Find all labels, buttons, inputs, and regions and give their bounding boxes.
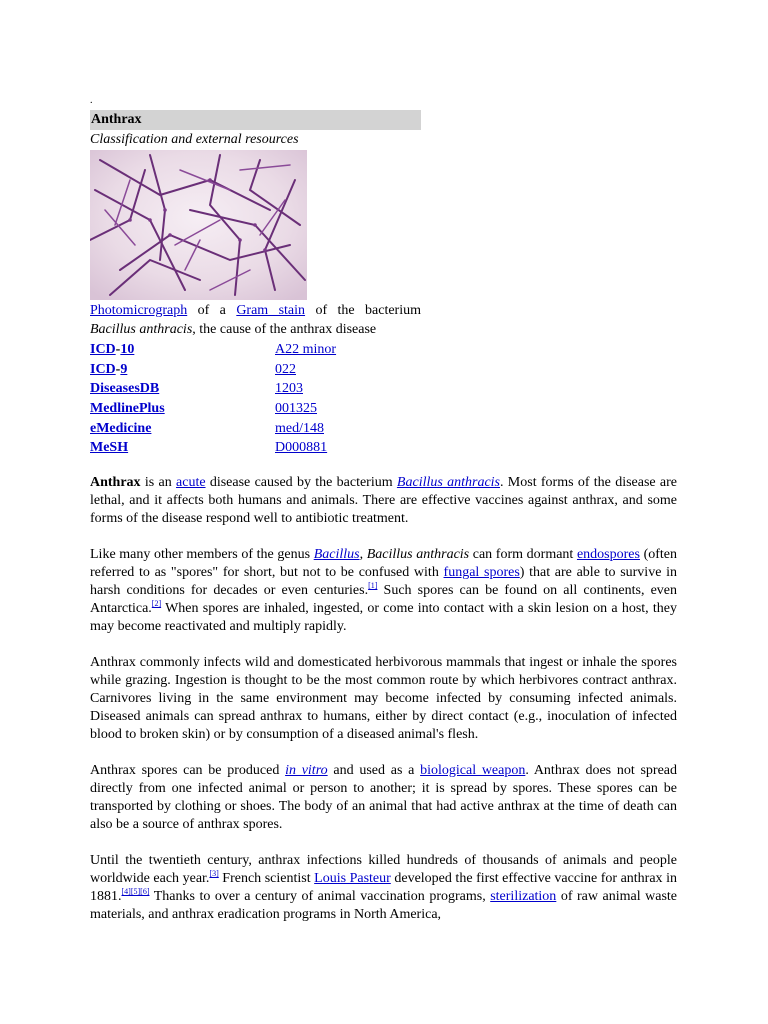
paragraph-spores: [90, 546, 677, 636]
article-subject: Anthrax: [90, 475, 141, 490]
reference-link[interactable]: [1]: [368, 581, 378, 590]
infobox-subtitle: Classification and external resources: [90, 132, 299, 147]
text: ) that are able to survive in harsh conditions for decades or even centuries.: [90, 565, 677, 598]
bacillus-genus-link[interactable]: [314, 547, 360, 562]
caption-text: , the cause of the anthrax disease: [192, 322, 377, 337]
row-value-link[interactable]: 001325: [275, 401, 317, 417]
gram-stain-link[interactable]: Gram stain: [236, 303, 306, 318]
paragraph-infection: Anthrax commonly infects wild and domesticated herbivorous mammals that ingest or inhale the spores while grazing. Ingestion is thought to be the most common route by which herbivores contract anthrax. Carnivores living in the same environment may become infected by consuming infected animals. Diseased animals can spread anthrax to humans, either by direct contact (e.g., inoculation of infected blood to broken skin) or by consumption of a diseased animal's flesh.: [90, 655, 677, 742]
stray-dot: .: [90, 95, 93, 106]
reference-link[interactable]: [4][5][6]: [121, 887, 150, 896]
table-row: [90, 438, 421, 458]
article-body: [90, 474, 677, 942]
link-text: Bacillus: [313, 547, 360, 562]
row-value-link[interactable]: 022: [275, 361, 296, 377]
text: Until the twentieth century, anthrax infections killed hundreds of thousands of animals and people worldwide each year.: [90, 853, 677, 886]
icd-version-link[interactable]: 10: [120, 342, 135, 357]
row-sep: -: [115, 361, 121, 377]
text: Thanks to over a century of animal vaccination programs,: [149, 889, 491, 904]
endospores-link[interactable]: endospores: [576, 547, 640, 562]
text: When spores are inhaled, ingested, or come into contact with a skin lesion on a host, they may become reactivated and multiply rapidly.: [90, 601, 677, 634]
caption-line-2: [90, 320, 421, 339]
text: Anthrax spores can be produced: [90, 763, 286, 778]
caption-text: of a: [187, 303, 237, 318]
link-text: in vitro: [285, 763, 328, 778]
text: is an: [140, 475, 177, 490]
species-name: Bacillus anthracis: [90, 322, 193, 337]
emedicine-link[interactable]: eMedicine: [90, 420, 152, 436]
text: developed the first effective vaccine for anthrax in 1881.: [90, 871, 677, 904]
infobox-caption: [90, 301, 421, 339]
paragraph-weapon: [90, 762, 677, 834]
fungal-spores-link[interactable]: fungal spores: [443, 565, 520, 580]
text: of raw animal waste materials, and anthrax eradication programs in North America,: [90, 889, 677, 922]
table-row: [90, 360, 421, 380]
paragraph-history: [90, 852, 677, 924]
row-value-link[interactable]: med/148: [275, 420, 324, 436]
paragraph-intro: [90, 474, 677, 528]
infobox-title: Anthrax: [90, 110, 421, 130]
reference-link[interactable]: [2]: [151, 599, 162, 608]
table-row: [90, 379, 421, 399]
text: Such spores can be found on all continents, even Antarctica.: [90, 583, 677, 616]
infobox: [90, 110, 421, 458]
row-value-link[interactable]: D000881: [275, 440, 328, 456]
bacteria-photomicrograph[interactable]: [90, 150, 307, 300]
in-vitro-link[interactable]: [285, 763, 328, 778]
table-row: [90, 419, 421, 439]
row-sep: -: [115, 342, 121, 357]
text: . Most forms of the disease are lethal, and it affects both humans and animals. There are effective vaccines against anthrax, and some forms of the disease respond well to antibiotic treatment.: [90, 475, 678, 526]
row-value-link[interactable]: 1203: [275, 381, 303, 397]
text: Like many other members of the genus: [90, 547, 314, 562]
species-name: Bacillus anthracis: [366, 547, 470, 562]
icd-link[interactable]: ICD: [90, 342, 116, 357]
bacillus-anthracis-link[interactable]: [397, 475, 500, 490]
sterilization-link[interactable]: sterilization: [490, 889, 557, 904]
table-row: [90, 399, 421, 419]
icd-version-link[interactable]: 9: [120, 361, 128, 377]
caption-text: of the bacterium: [305, 303, 421, 318]
text: can form dormant: [469, 547, 577, 562]
icd-link[interactable]: ICD: [90, 361, 116, 377]
reference-link[interactable]: [3]: [209, 869, 219, 878]
mesh-link[interactable]: MeSH: [90, 440, 129, 456]
photomicrograph-link[interactable]: Photomicrograph: [90, 303, 188, 318]
text: French scientist: [218, 871, 315, 886]
link-text: Bacillus anthracis: [396, 475, 500, 490]
text: disease caused by the bacterium: [205, 475, 397, 490]
louis-pasteur-link[interactable]: Louis Pasteur: [314, 871, 391, 886]
text: ,: [359, 547, 367, 562]
row-value-link[interactable]: A22 minor: [275, 342, 337, 357]
medlineplus-link[interactable]: MedlinePlus: [90, 401, 165, 417]
diseasesdb-link[interactable]: DiseasesDB: [90, 381, 160, 397]
text: and used as a: [327, 763, 421, 778]
biological-weapon-link[interactable]: biological weapon: [420, 763, 526, 778]
text: (often referred to as "spores" for short, but not to be confused with: [90, 547, 678, 580]
table-row: [90, 340, 421, 360]
text: . Anthrax does not spread directly from one infected animal or person to another; it is spread by spores. These spores can be transported by clothing or shoes. The body of an animal that had active anthrax at the time of death can also be a source of anthrax spores.: [90, 763, 678, 832]
acute-link[interactable]: acute: [176, 475, 206, 490]
classification-table: [90, 340, 421, 458]
